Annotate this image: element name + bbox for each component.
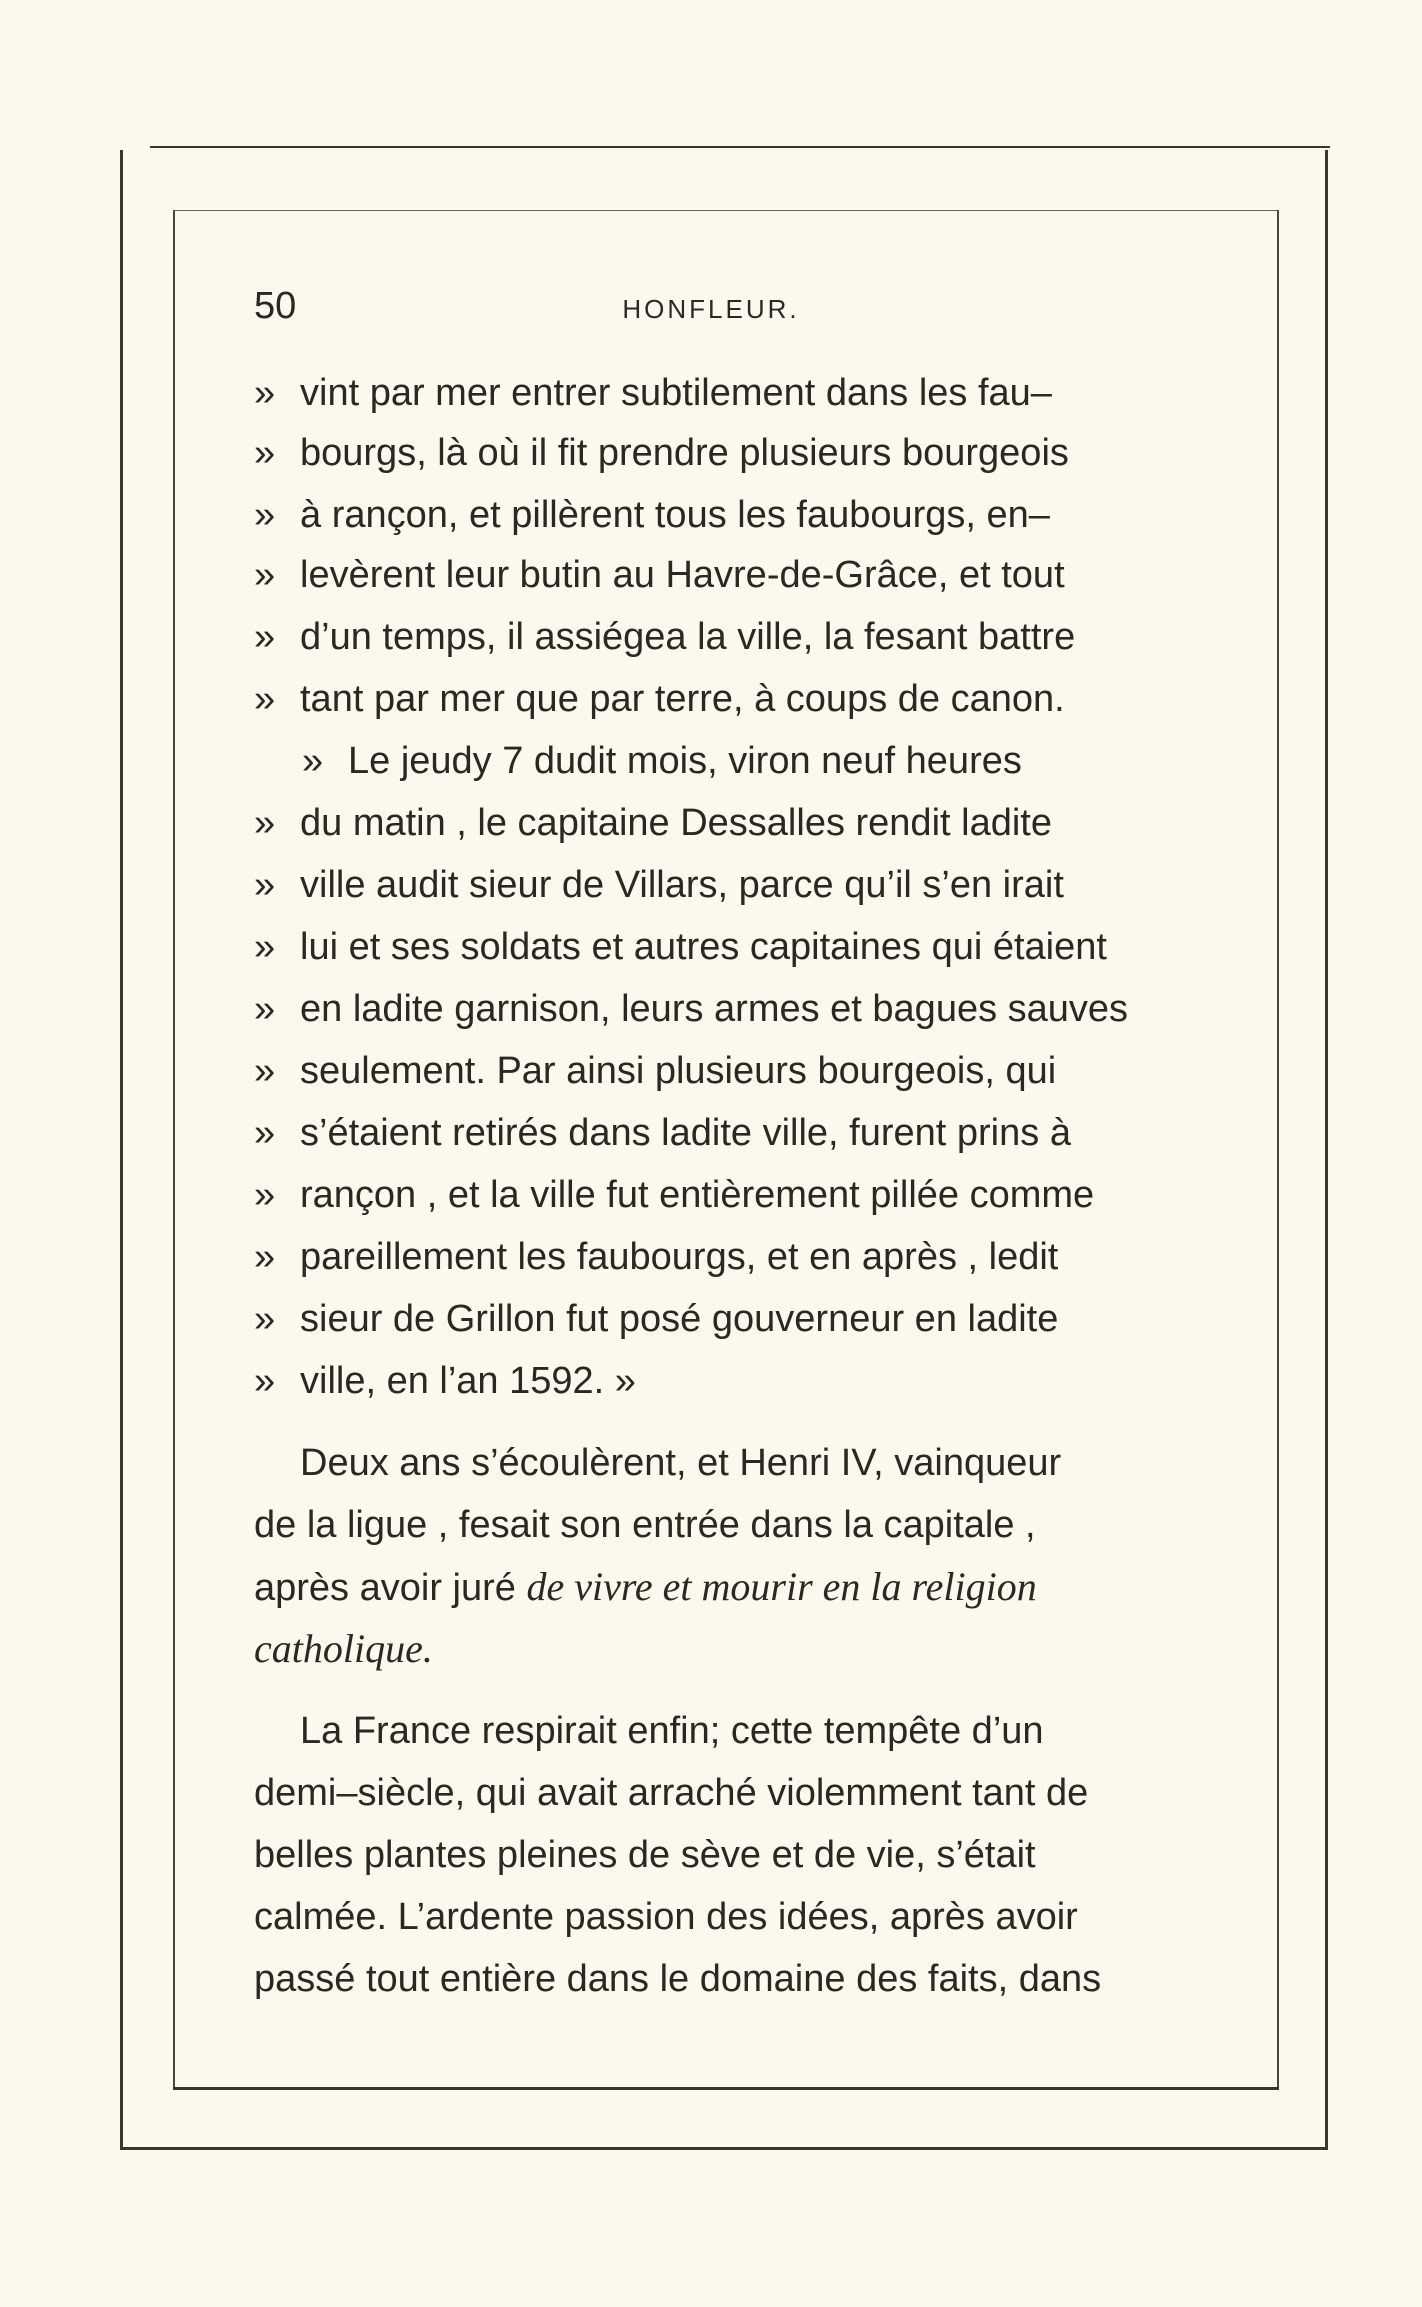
- quote-marker: »: [254, 678, 276, 720]
- paragraph-roman-text: après avoir juré: [254, 1567, 527, 1609]
- page-number: 50: [254, 285, 297, 327]
- quote-line-text: pareillement les faubourgs, et en après , ledit: [300, 1236, 1059, 1278]
- quote-marker: »: [254, 1174, 276, 1216]
- quote-line-text: d’un temps, il assiégea la ville, la fesant battre: [300, 616, 1076, 658]
- paragraph-line: La France respirait enfin; cette tempête d’un: [300, 1710, 1044, 1752]
- paragraph-line: de la ligue , fesait son entrée dans la capitale ,: [254, 1504, 1036, 1546]
- quote-marker: »: [254, 372, 276, 414]
- quote-line-text: vint par mer entrer subtilement dans les fau–: [300, 372, 1052, 414]
- quote-marker: »: [254, 988, 276, 1030]
- quote-line-text: ville audit sieur de Villars, parce qu’il s’en irait: [300, 864, 1064, 906]
- quote-line-text: s’étaient retirés dans ladite ville, furent prins à: [300, 1112, 1071, 1154]
- quote-line-text: rançon , et la ville fut entièrement pillée comme: [300, 1174, 1095, 1216]
- outer-frame-right-rule: [1325, 150, 1328, 2150]
- quote-line-text: du matin , le capitaine Dessalles rendit ladite: [300, 802, 1052, 844]
- running-head: HONFLEUR.: [622, 294, 800, 324]
- inner-frame-left-rule: [173, 210, 175, 2090]
- paragraph-line: demi–siècle, qui avait arraché violemment tant de: [254, 1772, 1089, 1814]
- outer-frame-bottom-rule: [120, 2147, 1328, 2150]
- paragraph-line: calmée. L’ardente passion des idées, après avoir: [254, 1896, 1078, 1938]
- inner-frame-bottom-rule: [173, 2087, 1279, 2090]
- outer-frame-left-rule: [120, 150, 123, 2150]
- paragraph-line: passé tout entière dans le domaine des faits, dans: [254, 1958, 1102, 2000]
- quote-line-text: sieur de Grillon fut posé gouverneur en ladite: [300, 1298, 1059, 1340]
- quote-marker: »: [254, 554, 276, 596]
- quote-marker: »: [254, 432, 276, 474]
- paragraph-line: belles plantes pleines de sève et de vie, s’était: [254, 1834, 1036, 1876]
- outer-frame-top-rule: [150, 146, 1330, 148]
- quote-marker: »: [254, 1050, 276, 1092]
- quote-marker: »: [254, 802, 276, 844]
- quote-marker: »: [254, 1360, 276, 1402]
- quote-line-text: bourgs, là où il fit prendre plusieurs bourgeois: [300, 432, 1069, 474]
- quote-line-text: à rançon, et pillèrent tous les faubourgs, en–: [300, 494, 1050, 536]
- quote-marker: »: [254, 494, 276, 536]
- paragraph-line: [254, 1562, 1037, 1612]
- paragraph-line: Deux ans s’écoulèrent, et Henri IV, vainqueur: [300, 1442, 1062, 1484]
- quote-marker: »: [254, 1298, 276, 1340]
- quote-marker: »: [302, 740, 324, 782]
- quote-marker: »: [254, 926, 276, 968]
- quote-marker: »: [254, 864, 276, 906]
- quote-marker: »: [254, 616, 276, 658]
- quote-line-text: en ladite garnison, leurs armes et bagues sauves: [300, 988, 1129, 1030]
- quote-marker: »: [254, 1112, 276, 1154]
- quote-marker: »: [254, 1236, 276, 1278]
- quote-line-text: lui et ses soldats et autres capitaines qui étaient: [300, 926, 1107, 968]
- quote-line-text: ville, en l’an 1592. »: [300, 1360, 636, 1402]
- paragraph-italic-line: catholique.: [254, 1626, 433, 1671]
- inner-frame-top-rule: [175, 210, 1278, 211]
- inner-frame-right-rule: [1277, 210, 1279, 2090]
- quote-line-text: tant par mer que par terre, à coups de canon.: [300, 678, 1065, 720]
- quote-line-text: seulement. Par ainsi plusieurs bourgeois, qui: [300, 1050, 1057, 1092]
- paragraph-italic-text: de vivre et mourir en la religion: [526, 1564, 1037, 1609]
- quote-line-text: levèrent leur butin au Havre-de-Grâce, et tout: [300, 554, 1065, 596]
- quote-line-text: Le jeudy 7 dudit mois, viron neuf heures: [348, 740, 1022, 782]
